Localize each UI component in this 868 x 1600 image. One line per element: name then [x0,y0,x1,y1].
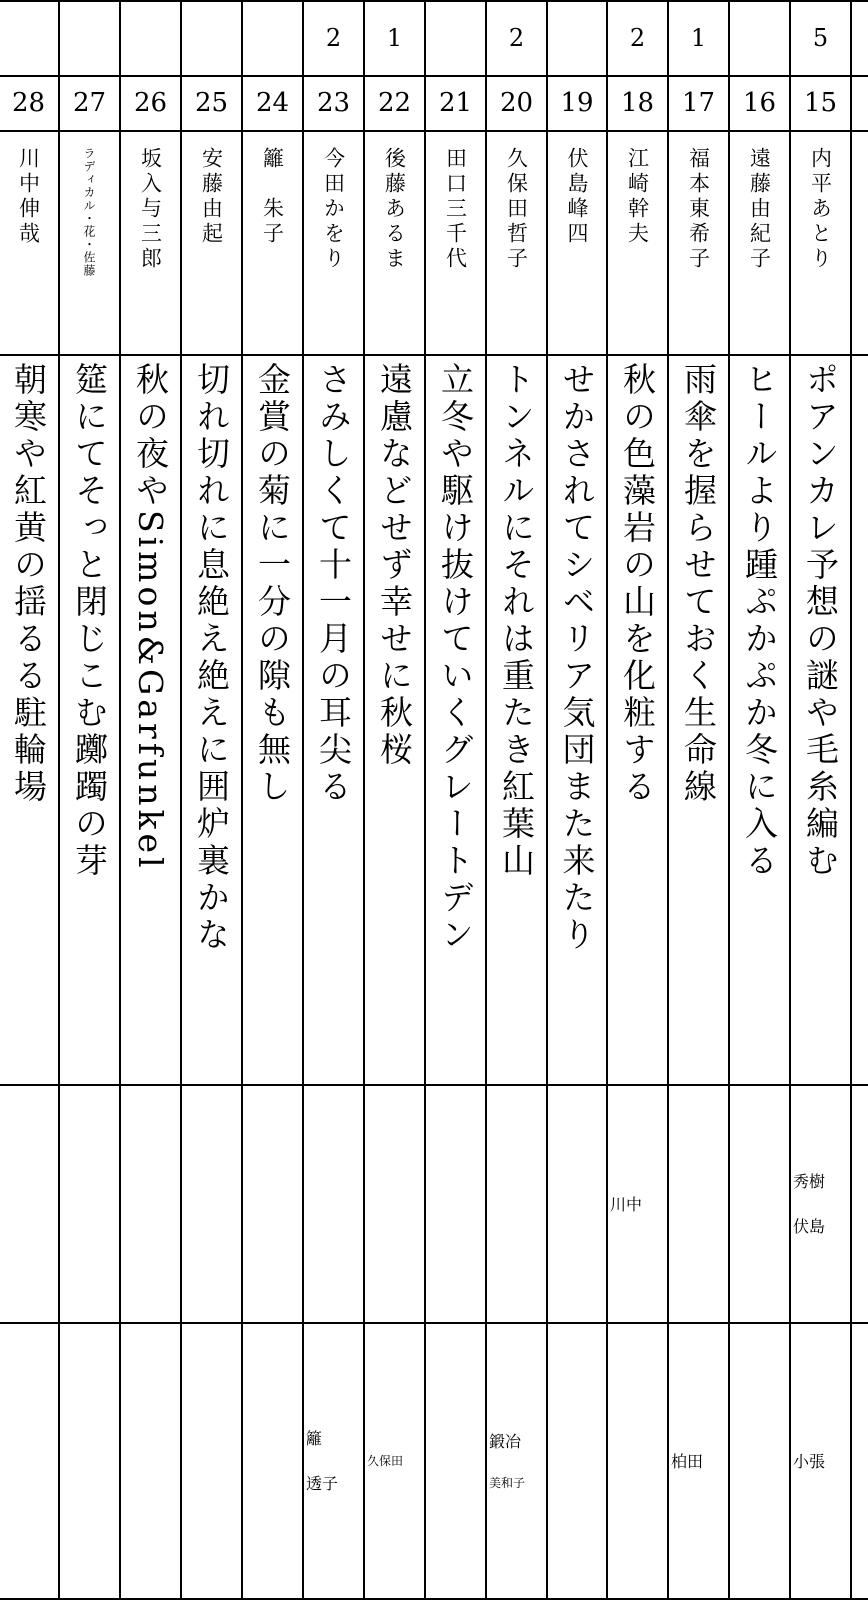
selector-cell-b [426,1324,485,1596]
cell-text: 雨傘を握らせておく生命線 [679,362,718,806]
selector-cell-a [182,1086,241,1320]
haiku-text-cell [426,356,485,1082]
vote-count-cell [548,2,606,74]
vote-count-cell [669,2,728,74]
author-name-cell [0,133,58,353]
cell-text: 切れ切れに息絶え絶えに囲炉裏かな [192,362,231,954]
entry-number-cell [548,77,606,129]
selector-cell-b [121,1324,180,1596]
selector-cell-a [365,1086,424,1320]
selector-cell-a [304,1086,363,1320]
selector-cell-b [608,1324,667,1596]
cell-text: 金賞の菊に一分の隙も無し [253,362,292,806]
cell-text: 16 [742,88,777,118]
cell-text: 筵にてそっと閉じこむ躑躅の芽 [70,362,109,880]
cell-text: 27 [72,88,107,118]
haiku-text-cell [548,356,606,1082]
cell-text: 2 [508,24,525,52]
entry-number-cell [243,77,302,129]
cell-text: 19 [560,88,594,118]
grid-horizontal-line [0,130,868,132]
cell-text: 籬 朱子 [260,147,285,247]
cell-text: トンネルにそれは重たき紅葉山 [497,362,536,880]
selector-cell-b [0,1324,58,1596]
selector-cell-a [548,1086,606,1320]
author-name-cell [243,133,302,353]
entry-number-cell [182,77,241,129]
haiku-text-cell [791,356,850,1082]
selector-cell-a [0,1086,58,1320]
selector-name: 美和子 [489,1476,526,1490]
selector-cell-a [60,1086,119,1320]
entry-number-cell [608,77,667,129]
haiku-text-cell [365,356,424,1082]
cell-text: ヒールより踵ぷかぷか冬に入る [740,362,779,880]
author-name-cell [791,133,850,353]
cell-text: 今田かをり [321,147,346,272]
selector-cell-b [791,1324,850,1596]
selector-cell-a [791,1086,850,1320]
cell-text: 23 [316,88,351,118]
entry-number-cell [426,77,485,129]
entry-number-cell [791,77,850,129]
selector-name: 小張 [793,1451,826,1471]
cell-text: 15 [803,88,838,118]
haiku-text-cell [669,356,728,1082]
selector-cell-b [365,1324,424,1596]
author-name-cell [487,133,546,353]
selector-cell-b [669,1324,728,1596]
selector-cell-b [60,1324,119,1596]
entry-number-cell [60,77,119,129]
cell-text: 2 [325,24,342,52]
author-name-cell [426,133,485,353]
cell-text: 立冬や駆け抜けていくグレートデン [436,362,475,954]
selector-cell-a [487,1086,546,1320]
selector-cell-a [121,1086,180,1320]
author-name-cell [365,133,424,353]
vote-count-cell [60,2,119,74]
selector-cell-a [243,1086,302,1320]
cell-text: 22 [377,88,412,118]
entry-number-cell [730,77,789,129]
cell-text: 安藤由起 [199,147,224,247]
grid-vertical-line [850,0,852,1600]
author-name-cell [121,133,180,353]
selector-cell-a [608,1086,667,1320]
cell-text: 田口三千代 [443,147,468,272]
author-name-cell [548,133,606,353]
selector-name: 鍛冶 [489,1432,522,1451]
author-name-cell [304,133,363,353]
vote-count-cell [791,2,850,74]
cell-text: さみしくて十一月の耳尖る [314,362,353,806]
selector-name: 透子 [306,1474,339,1493]
cell-text: せかされてシベリア気団また来たり [557,362,597,954]
cell-text: 内平あとり [808,147,833,272]
cell-text: 遠慮などせず幸せに秋桜 [375,362,414,769]
vote-count-cell [487,2,546,74]
selector-cell-b [243,1324,302,1596]
vote-count-cell [426,2,485,74]
haiku-text-cell [0,356,58,1082]
selector-name: 伏島 [793,1217,826,1236]
haiku-text-cell [487,356,546,1082]
vote-count-cell [182,2,241,74]
cell-text: 秋の夜やSimon&Garfunkel [131,362,170,872]
entry-number-cell [0,77,58,129]
vote-count-cell [365,2,424,74]
cell-text: 17 [681,88,716,118]
selector-name: 川中 [610,1194,643,1214]
entry-number-cell [304,77,363,129]
author-name-cell [608,133,667,353]
cell-text: 21 [438,88,473,118]
haiku-text-cell [60,356,119,1082]
selector-name: 秀樹 [793,1172,826,1191]
cell-text: ポアンカレ予想の謎や毛糸編む [801,362,840,880]
cell-text: 24 [255,88,290,118]
cell-text: 28 [11,88,46,118]
author-name-cell [60,133,119,353]
vote-count-cell [608,2,667,74]
entry-number-cell [365,77,424,129]
cell-text: 1 [690,24,707,52]
selector-cell-b [487,1324,546,1596]
cell-text: 遠藤由紀子 [747,147,772,272]
cell-text: ラディカル・花・佐藤 [82,147,96,277]
cell-text: 秋の色藻岩の山を化粧する [618,362,657,806]
selector-name: 久保田 [367,1453,404,1468]
cell-text: 坂入与三郎 [138,147,163,272]
haiku-text-cell [608,356,667,1082]
vote-count-cell [0,2,58,74]
cell-text: 1 [386,24,403,52]
selector-name: 籬 [306,1429,323,1448]
vote-count-cell [304,2,363,74]
cell-text: 5 [812,24,829,52]
author-name-cell [182,133,241,353]
cell-text: 25 [194,88,229,118]
author-name-cell [669,133,728,353]
author-name-cell [730,133,789,353]
cell-text: 川中伸哉 [16,147,41,247]
haiku-text-cell [121,356,180,1082]
selector-name: 柏田 [671,1451,704,1471]
selector-cell-a [669,1086,728,1320]
cell-text: 後藤あるま [382,147,407,272]
cell-text: 26 [133,88,168,118]
cell-text: 20 [499,88,534,118]
vote-count-cell [730,2,789,74]
selector-cell-b [182,1324,241,1596]
haiku-text-cell [243,356,302,1082]
cell-text: 朝寒や紅黄の揺るる駐輪場 [9,362,48,806]
selector-cell-a [730,1086,789,1320]
vote-count-cell [243,2,302,74]
selector-cell-b [730,1324,789,1596]
haiku-text-cell [304,356,363,1082]
haiku-text-cell [182,356,241,1082]
vote-count-cell [121,2,180,74]
cell-text: 江崎幹夫 [625,147,650,247]
entry-number-cell [487,77,546,129]
selector-cell-a [426,1086,485,1320]
cell-text: 伏島峰四 [565,147,589,247]
cell-text: 2 [629,24,646,52]
selector-cell-b [304,1324,363,1596]
selector-cell-b [548,1324,606,1596]
cell-text: 福本東希子 [686,147,711,272]
entry-number-cell [669,77,728,129]
cell-text: 久保田哲子 [504,147,529,272]
cell-text: 18 [620,88,655,118]
haiku-text-cell [730,356,789,1082]
entry-number-cell [121,77,180,129]
